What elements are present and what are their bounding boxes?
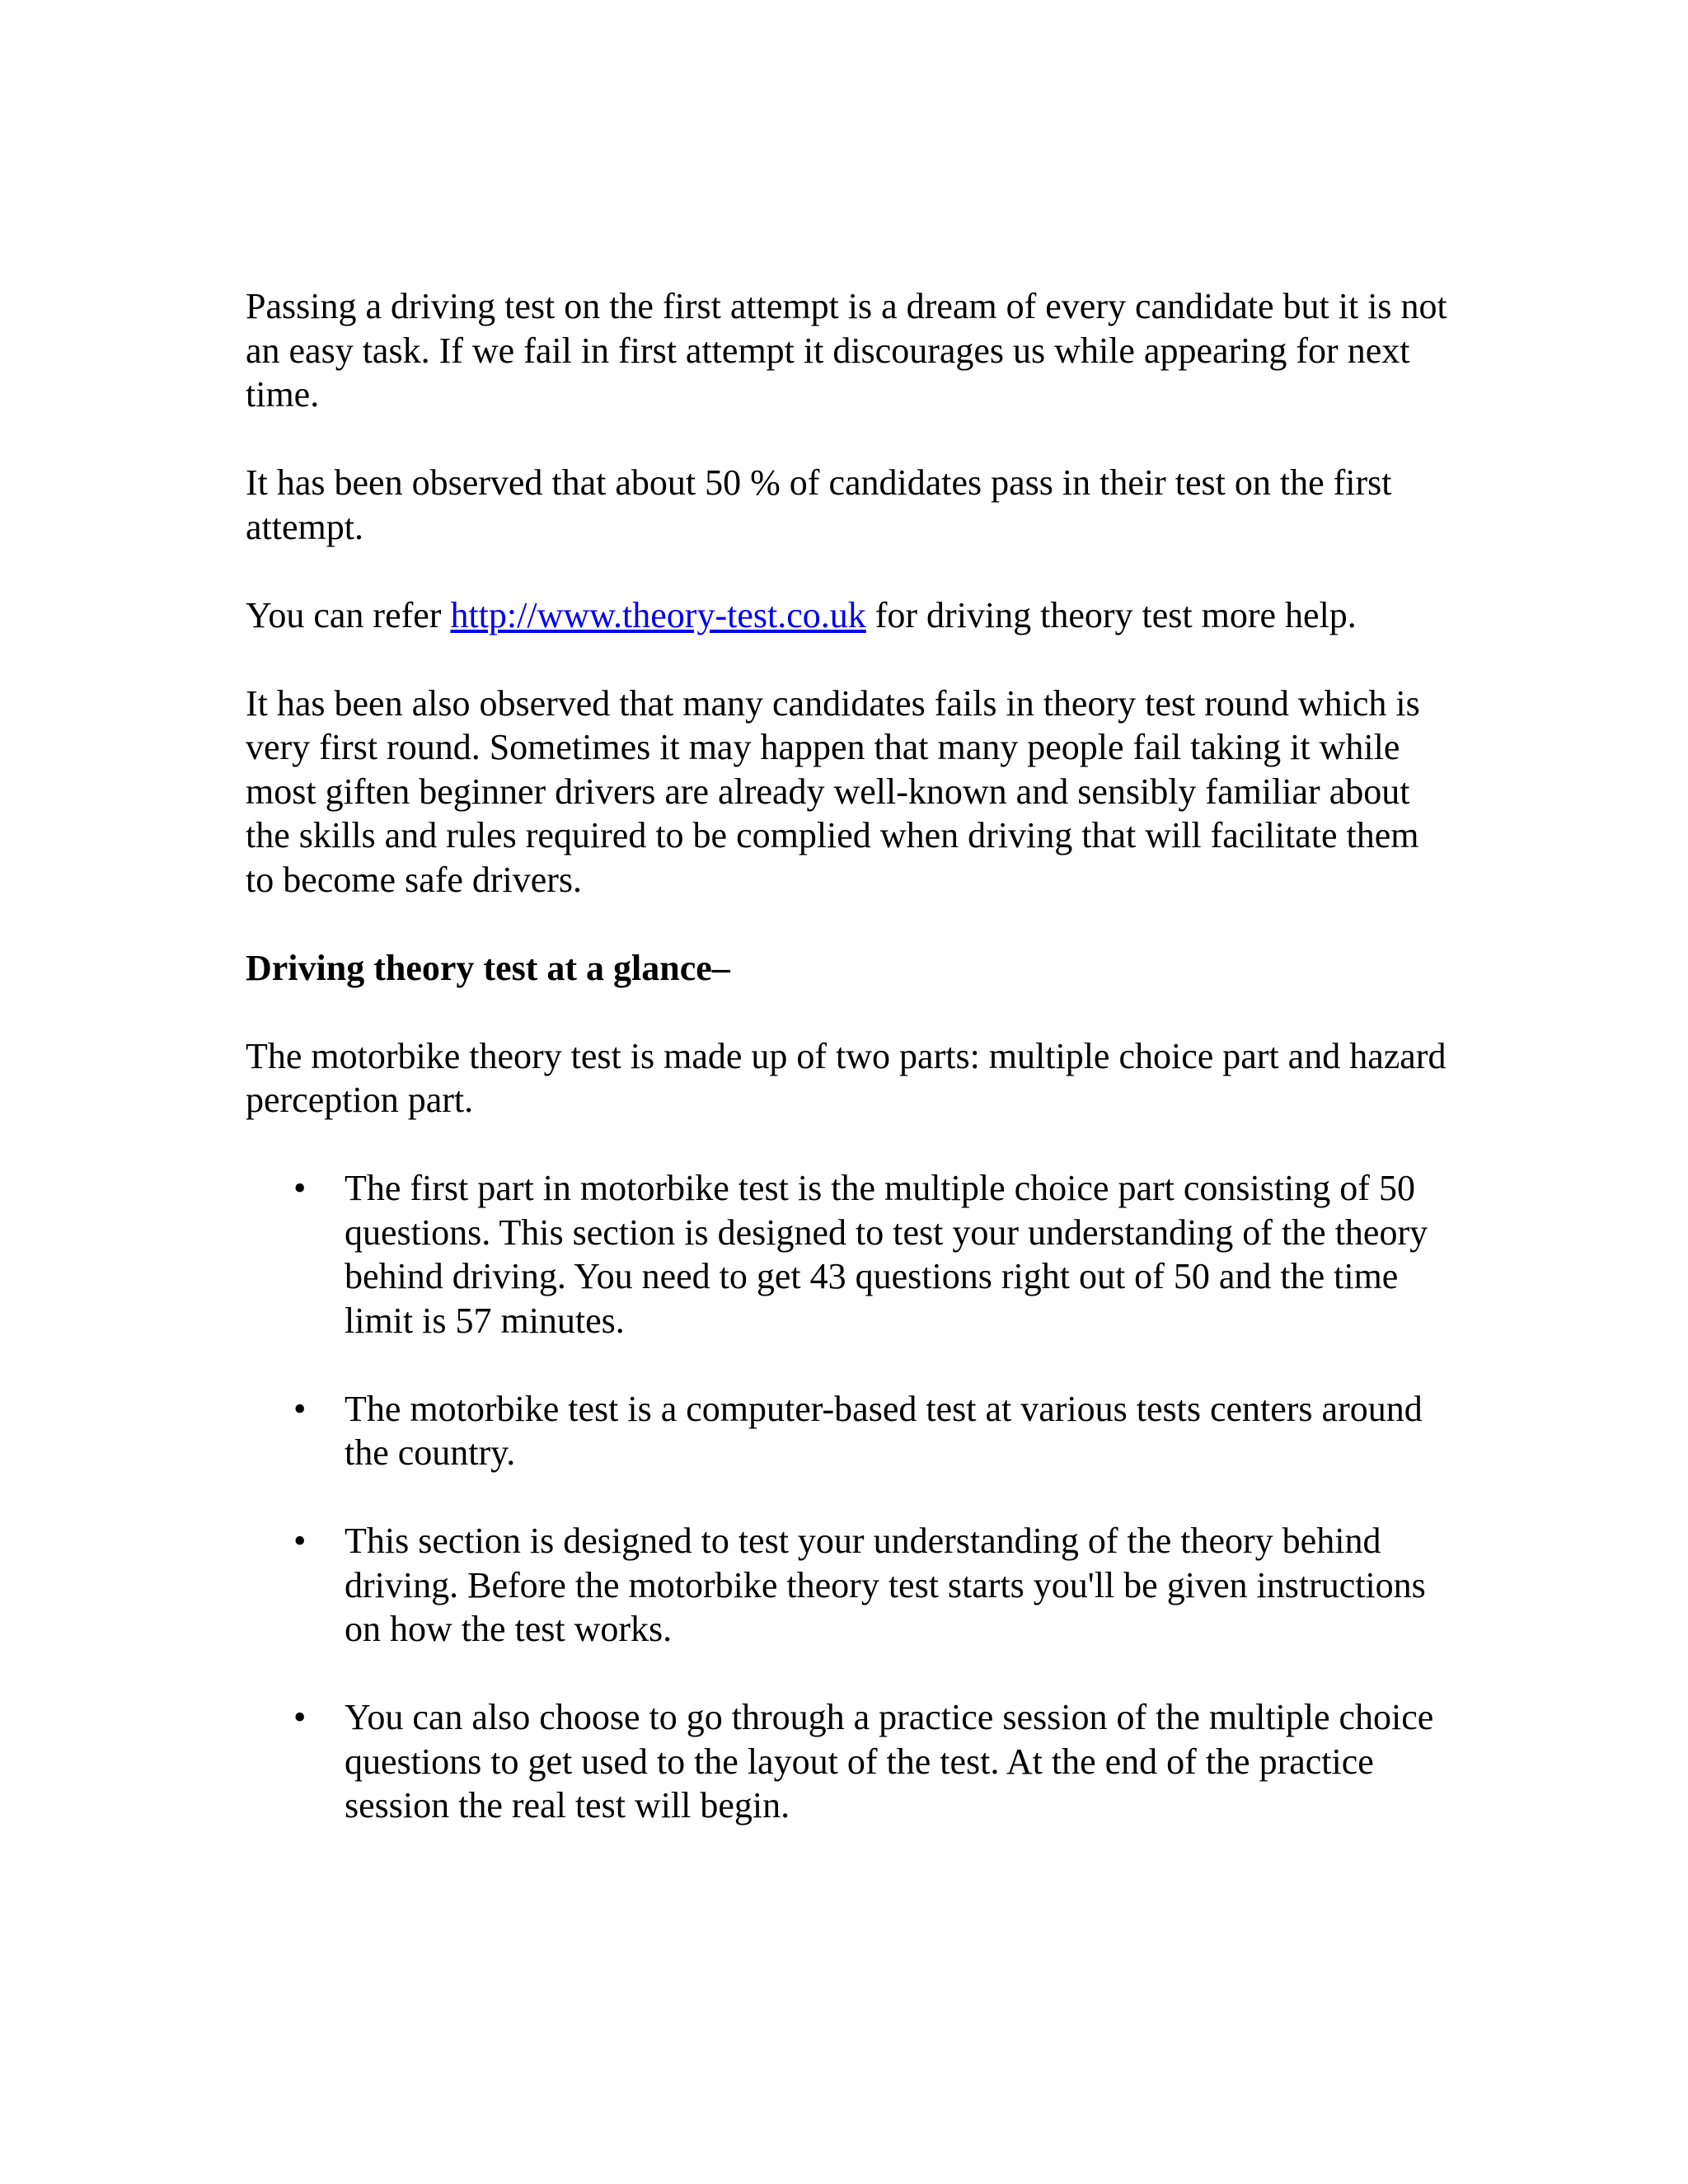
theory-test-link[interactable]: http://www.theory-test.co.uk bbox=[450, 594, 866, 635]
bullet-icon: • bbox=[293, 1521, 307, 1561]
test-parts-paragraph: The motorbike theory test is made up of two parts: multiple choice part and hazard perception part. bbox=[246, 1035, 1447, 1120]
list-item bbox=[246, 1166, 1449, 1343]
reference-paragraph bbox=[246, 593, 1449, 638]
bullet-icon: • bbox=[293, 1697, 307, 1737]
document-page bbox=[246, 284, 1449, 1872]
test-details-list bbox=[246, 1166, 1449, 1828]
list-item bbox=[246, 1387, 1449, 1475]
intro-paragraph: Passing a driving test on the first attempt is a dream of every candidate but it is not an easy task. If we fail in first attempt it discourages us while appearing for next time. bbox=[246, 286, 1447, 415]
list-item bbox=[246, 1695, 1449, 1828]
pass-rate-paragraph: It has been observed that about 50 % of candidates pass in their test on the first attempt. bbox=[246, 462, 1392, 547]
bullet-icon: • bbox=[293, 1388, 307, 1429]
reference-text-after: for driving theory test more help. bbox=[865, 594, 1357, 635]
list-item-text: You can also choose to go through a practice session of the multiple choice questions to get used to the layout of the test. At the end of the practice session the real test will begin. bbox=[345, 1697, 1434, 1825]
list-item-text: The first part in motorbike test is the multiple choice part consisting of 50 questions. This section is designed to test your understanding of the theory behind driving. You need to get 43 questions right out of 50 and the time limit is 57 minutes. bbox=[345, 1168, 1428, 1341]
theory-fail-paragraph: It has been also observed that many candidates fails in theory test round which is very first round. Sometimes it may happen that many people fail taking it while most giften beginner drivers are already well-known and sensibly familiar about the skills and rules required to be complied when driving that will facilitate them to become safe drivers. bbox=[246, 682, 1420, 900]
section-heading: Driving theory test at a glance– bbox=[246, 947, 730, 988]
list-item bbox=[246, 1519, 1449, 1652]
reference-text-before: You can refer bbox=[246, 594, 451, 635]
list-item-text: This section is designed to test your understanding of the theory behind driving. Before the motorbike theory test starts you'll be given instructions on how the test works. bbox=[345, 1521, 1426, 1649]
list-item-text: The motorbike test is a computer-based test at various tests centers around the country. bbox=[345, 1388, 1423, 1473]
bullet-icon: • bbox=[293, 1168, 307, 1208]
